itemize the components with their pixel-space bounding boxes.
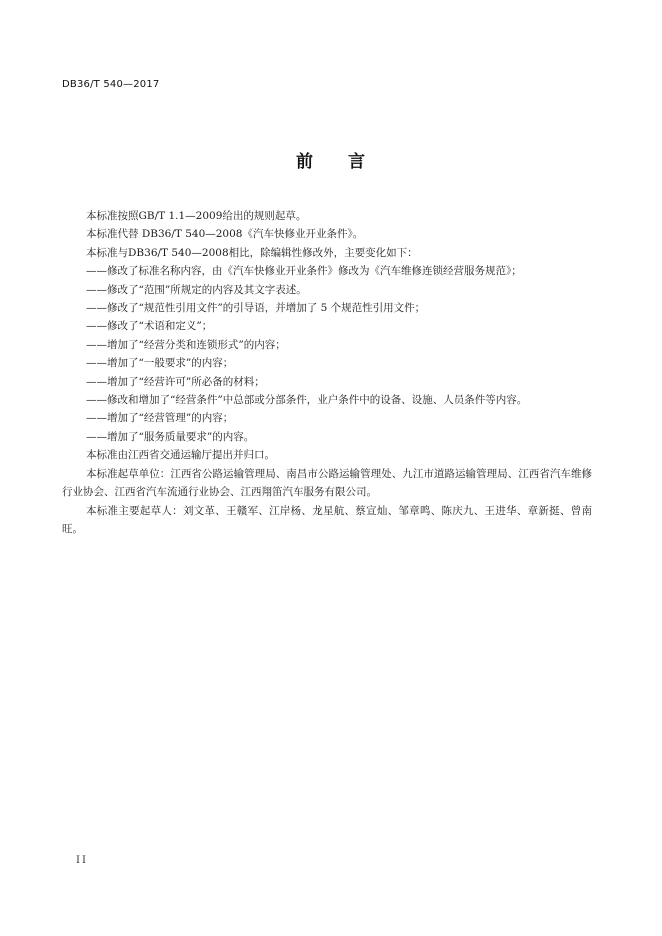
foreword-body bbox=[62, 207, 592, 538]
change-item: ——增加了“经营分类和连锁形式”的内容； bbox=[86, 338, 286, 351]
change-item: ——修改了“范围”所规定的内容及其文字表述。 bbox=[86, 283, 307, 296]
change-item: ——修改了标准名称内容，由《汽车快修业开业条件》修改为《汽车维修连锁经营服务规范》； bbox=[86, 265, 522, 278]
change-item: ——增加了“经营许可”所必备的材料； bbox=[86, 375, 265, 388]
standard-code: DB36/T 540—2017 bbox=[62, 79, 160, 90]
change-item: ——修改了“术语和定义”； bbox=[86, 320, 213, 333]
page-number: II bbox=[76, 855, 88, 866]
paragraph-replaces: 本标准代替 DB36/T 540—2008《汽车快修业开业条件》。 bbox=[86, 228, 364, 241]
change-item: ——增加了“经营管理”的内容； bbox=[86, 412, 234, 425]
paragraph-changes-intro: 本标准与DB36/T 540—2008相比，除编辑性修改外，主要变化如下： bbox=[86, 246, 418, 259]
change-item: ——修改和增加了“经营条件”中总部或分部条件，业户条件中的设备、设施、人员条件等内容。 bbox=[86, 394, 528, 407]
change-item: ——修改了“规范性引用文件”的引导语，并增加了 5 个规范性引用文件； bbox=[86, 302, 426, 315]
paragraph-proposer: 本标准由江西省交通运输厅提出并归口。 bbox=[86, 449, 275, 462]
paragraph-drafting-rules: 本标准按照GB/T 1.1—2009给出的规则起草。 bbox=[86, 210, 307, 222]
page-title-char-1: 前 bbox=[296, 152, 314, 172]
paragraph-drafting-units: 本标准起草单位：江西省公路运输管理局、南昌市公路运输管理处、九江市道路运输管理局、江西省汽车维修行业协会、江西省汽车流通行业协会、江西翔笛汽车服务有限公司。 bbox=[62, 467, 592, 499]
change-item: ——增加了“服务质量要求”的内容。 bbox=[86, 430, 255, 443]
page-title bbox=[0, 147, 662, 172]
paragraph-drafters: 本标准主要起草人：刘文革、王赣军、江岸杨、龙星航、蔡宣灿、邹章鸣、陈庆九、王进华、章新挺、曾南旺。 bbox=[62, 504, 592, 535]
page-title-char-2: 言 bbox=[348, 152, 366, 172]
change-item: ——增加了“一般要求”的内容； bbox=[86, 357, 234, 370]
